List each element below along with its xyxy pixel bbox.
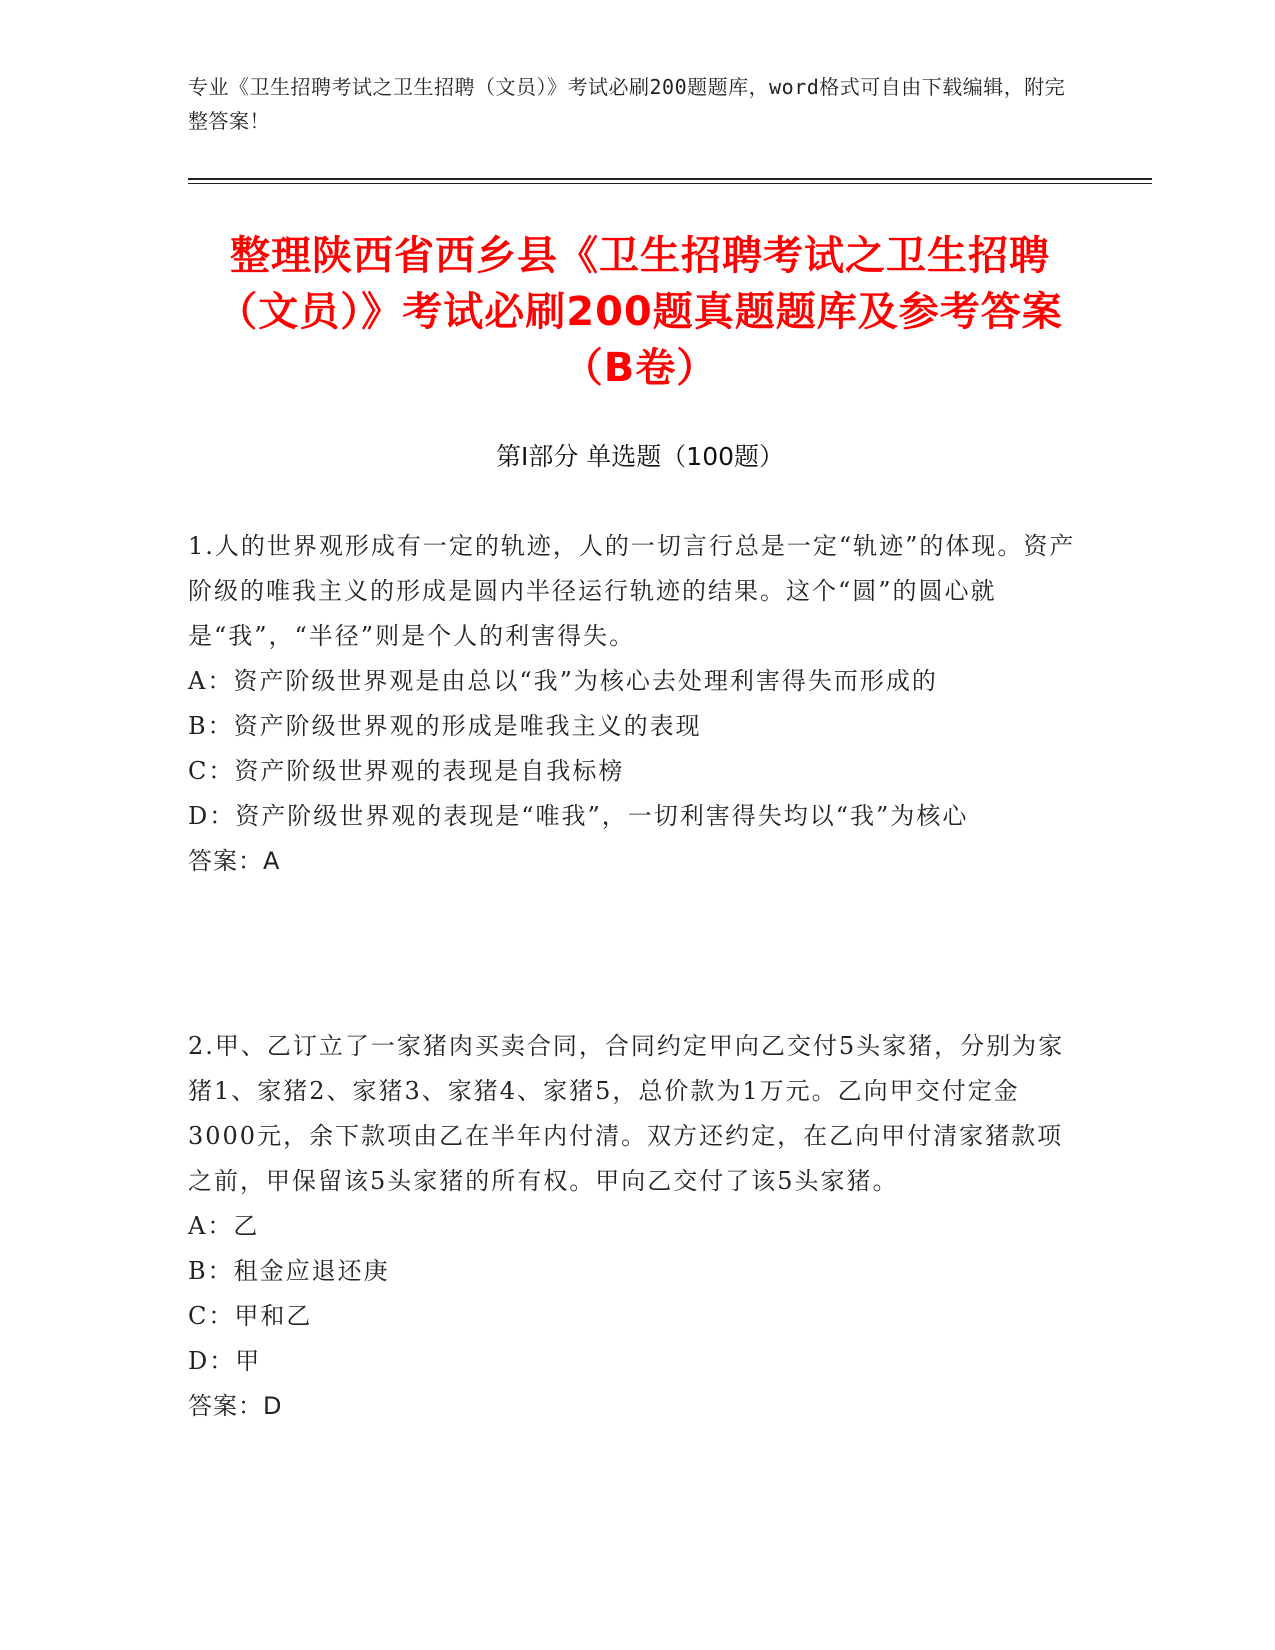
header-divider-thick — [188, 178, 1152, 180]
question-stem: 2.甲、乙订立了一家猪肉买卖合同，合同约定甲向乙交付5头家猪，分别为家猪1、家猪2、家猪3、家猪4、家猪5，总价款为1万元。乙向甲交付定金3000元，余下款项由乙在半年内付清。双方还约定，在乙向甲付清家猪款项之前，甲保留该5头家猪的所有权。甲向乙交付了该5头家猪。 — [188, 1032, 1065, 1195]
header-note: 专业《卫生招聘考试之卫生招聘（文员）》考试必刷200题题库，word格式可自由下载编辑，附完整答案！ — [188, 75, 1066, 133]
option-b: B：资产阶级世界观的形成是唯我主义的表现 — [188, 712, 702, 740]
question-stem: 1.人的世界观形成有一定的轨迹，人的一切言行总是一定“轨迹”的体现。资产阶级的唯我主义的形成是圆内半径运行轨迹的结果。这个“圆”的圆心就是“我”，“半径”则是个人的利害得失。 — [188, 532, 1076, 650]
answer: 答案：A — [188, 847, 281, 875]
question-2 — [188, 1024, 1088, 1429]
option-a: A：资产阶级世界观是由总以“我”为核心去处理利害得失而形成的 — [188, 667, 938, 695]
option-c: C：甲和乙 — [188, 1302, 313, 1330]
document-title: 整理陕西省西乡县《卫生招聘考试之卫生招聘（文员）》考试必刷200题真题题库及参考答案（B卷） — [217, 233, 1063, 391]
option-a: A：乙 — [188, 1212, 260, 1240]
section-title: 第Ⅰ部分 单选题（100题） — [495, 442, 785, 471]
option-c: C：资产阶级世界观的表现是自我标榜 — [188, 757, 625, 785]
option-d: D：甲 — [188, 1347, 262, 1375]
option-b: B：租金应退还庚 — [188, 1257, 390, 1285]
question-1 — [188, 524, 1088, 884]
document-page — [188, 70, 1088, 138]
option-d: D：资产阶级世界观的表现是“唯我”，一切利害得失均以“我”为核心 — [188, 802, 969, 830]
header-divider-thin — [188, 183, 1152, 184]
answer: 答案：D — [188, 1392, 283, 1420]
